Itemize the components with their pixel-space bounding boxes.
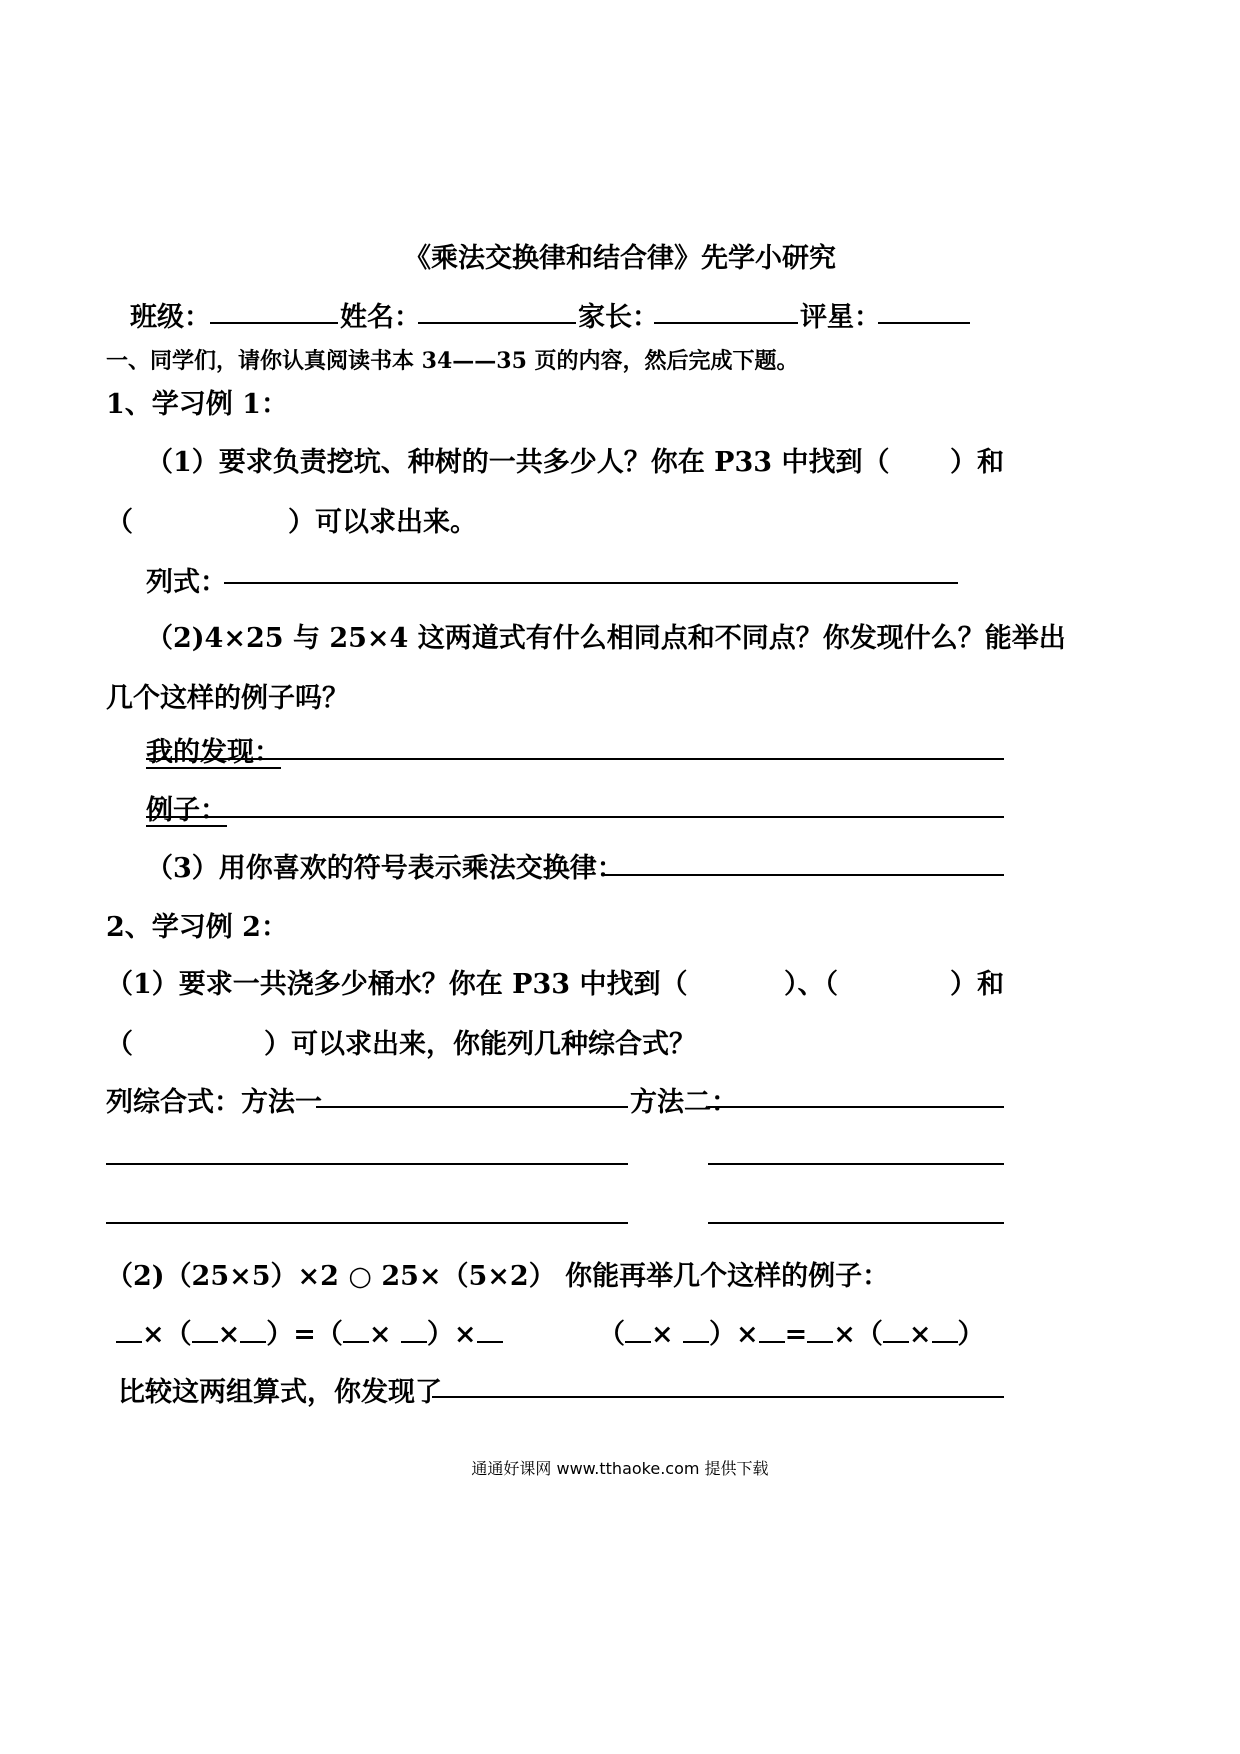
ex2-q1-line2-text: ）可以求出来，你能列几种综合式？ <box>264 1029 696 1060</box>
blank[interactable] <box>192 1341 218 1343</box>
pattern-text: ）× <box>709 1319 759 1350</box>
blank[interactable] <box>759 1341 785 1343</box>
rating-field[interactable] <box>878 322 970 324</box>
parent-field[interactable] <box>654 322 798 324</box>
blank[interactable] <box>932 1341 958 1343</box>
blank[interactable] <box>240 1341 266 1343</box>
pattern-text: ）× <box>426 1319 477 1350</box>
blank[interactable] <box>401 1341 427 1343</box>
discovery-label: 我的发现： <box>146 737 281 768</box>
pattern-text: × <box>217 1319 241 1350</box>
q3-text: （3）用你喜欢的符号表示乘法交换律： <box>146 853 624 884</box>
class-field[interactable] <box>210 322 338 324</box>
method1-line3[interactable] <box>106 1222 628 1224</box>
example-label: 例子： <box>146 795 227 826</box>
pattern-right <box>598 1312 985 1351</box>
q2-text-line1: （2)4×25 与 25×4 这两道式有什么相同点和不同点？你发现什么？能举出 <box>146 623 1066 654</box>
q2-text-line2: 几个这样的例子吗？ <box>106 683 349 714</box>
name-field[interactable] <box>418 322 576 324</box>
rating-label: 评星： <box>800 302 881 333</box>
pattern-left <box>116 1312 503 1351</box>
ex2-q2-text: （2)（25×5）×2 ○ 25×（5×2） 你能再举几个这样的例子： <box>106 1261 890 1292</box>
q1-text-part2: ）和 <box>950 447 1004 478</box>
method2-label: 方法二： <box>630 1087 738 1118</box>
blank[interactable] <box>477 1341 503 1343</box>
ex2-q1-line2-open: （ <box>106 1029 133 1060</box>
example1-heading: 1、学习例 1： <box>106 389 288 420</box>
ex2-q1-part2: ）、（ <box>784 969 838 1000</box>
method1-field[interactable] <box>316 1106 628 1108</box>
method2-field[interactable] <box>708 1106 1004 1108</box>
page-title: 《乘法交换律和结合律》先学小研究 <box>404 243 836 274</box>
method2-line3[interactable] <box>708 1222 1004 1224</box>
blank[interactable] <box>625 1341 651 1343</box>
pattern-text: × <box>368 1319 392 1350</box>
section-intro: 一、同学们，请你认真阅读书本 34——35 页的内容，然后完成下题。 <box>106 348 799 374</box>
blank[interactable] <box>883 1341 909 1343</box>
ex2-q1-part1: （1）要求一共浇多少桶水？你在 P33 中找到（ <box>106 969 688 1000</box>
compare-text: 比较这两组算式，你发现了 <box>118 1377 442 1408</box>
method2-line2[interactable] <box>708 1163 1004 1165</box>
combined-label: 列综合式：方法一 <box>106 1087 322 1118</box>
compare-field[interactable] <box>432 1396 1004 1398</box>
q1-line2-text: ）可以求出来。 <box>288 507 477 538</box>
q1-line2-open: （ <box>106 507 133 538</box>
pattern-text: （ <box>598 1319 625 1350</box>
q3-field[interactable] <box>602 874 1004 876</box>
pattern-text: × <box>651 1319 674 1350</box>
blank[interactable] <box>343 1341 369 1343</box>
example-field[interactable] <box>146 816 1004 818</box>
blank[interactable] <box>807 1341 833 1343</box>
page-footer: 通通好课网 www.tthaoke.com 提供下载 <box>471 1459 769 1478</box>
pattern-text: ×（ <box>833 1319 883 1350</box>
pattern-text: ）=（ <box>266 1319 343 1350</box>
ex2-q1-part3: ）和 <box>950 969 1004 1000</box>
pattern-text: ） <box>957 1319 985 1350</box>
class-label: 班级： <box>130 302 211 333</box>
blank[interactable] <box>116 1341 142 1343</box>
blank[interactable] <box>683 1341 709 1343</box>
name-label: 姓名： <box>340 302 421 333</box>
parent-label: 家长： <box>578 302 659 333</box>
method1-line2[interactable] <box>106 1163 628 1165</box>
example2-heading: 2、学习例 2： <box>106 912 288 943</box>
pattern-text: ×（ <box>142 1319 192 1350</box>
q1-text-part1: （1）要求负责挖坑、种树的一共多少人？你在 P33 中找到（ <box>146 447 890 478</box>
pattern-text: × <box>908 1319 932 1350</box>
formula-field[interactable] <box>224 582 958 584</box>
pattern-text: = <box>784 1319 808 1350</box>
discovery-field[interactable] <box>146 758 1004 760</box>
formula-label: 列式： <box>146 567 227 598</box>
